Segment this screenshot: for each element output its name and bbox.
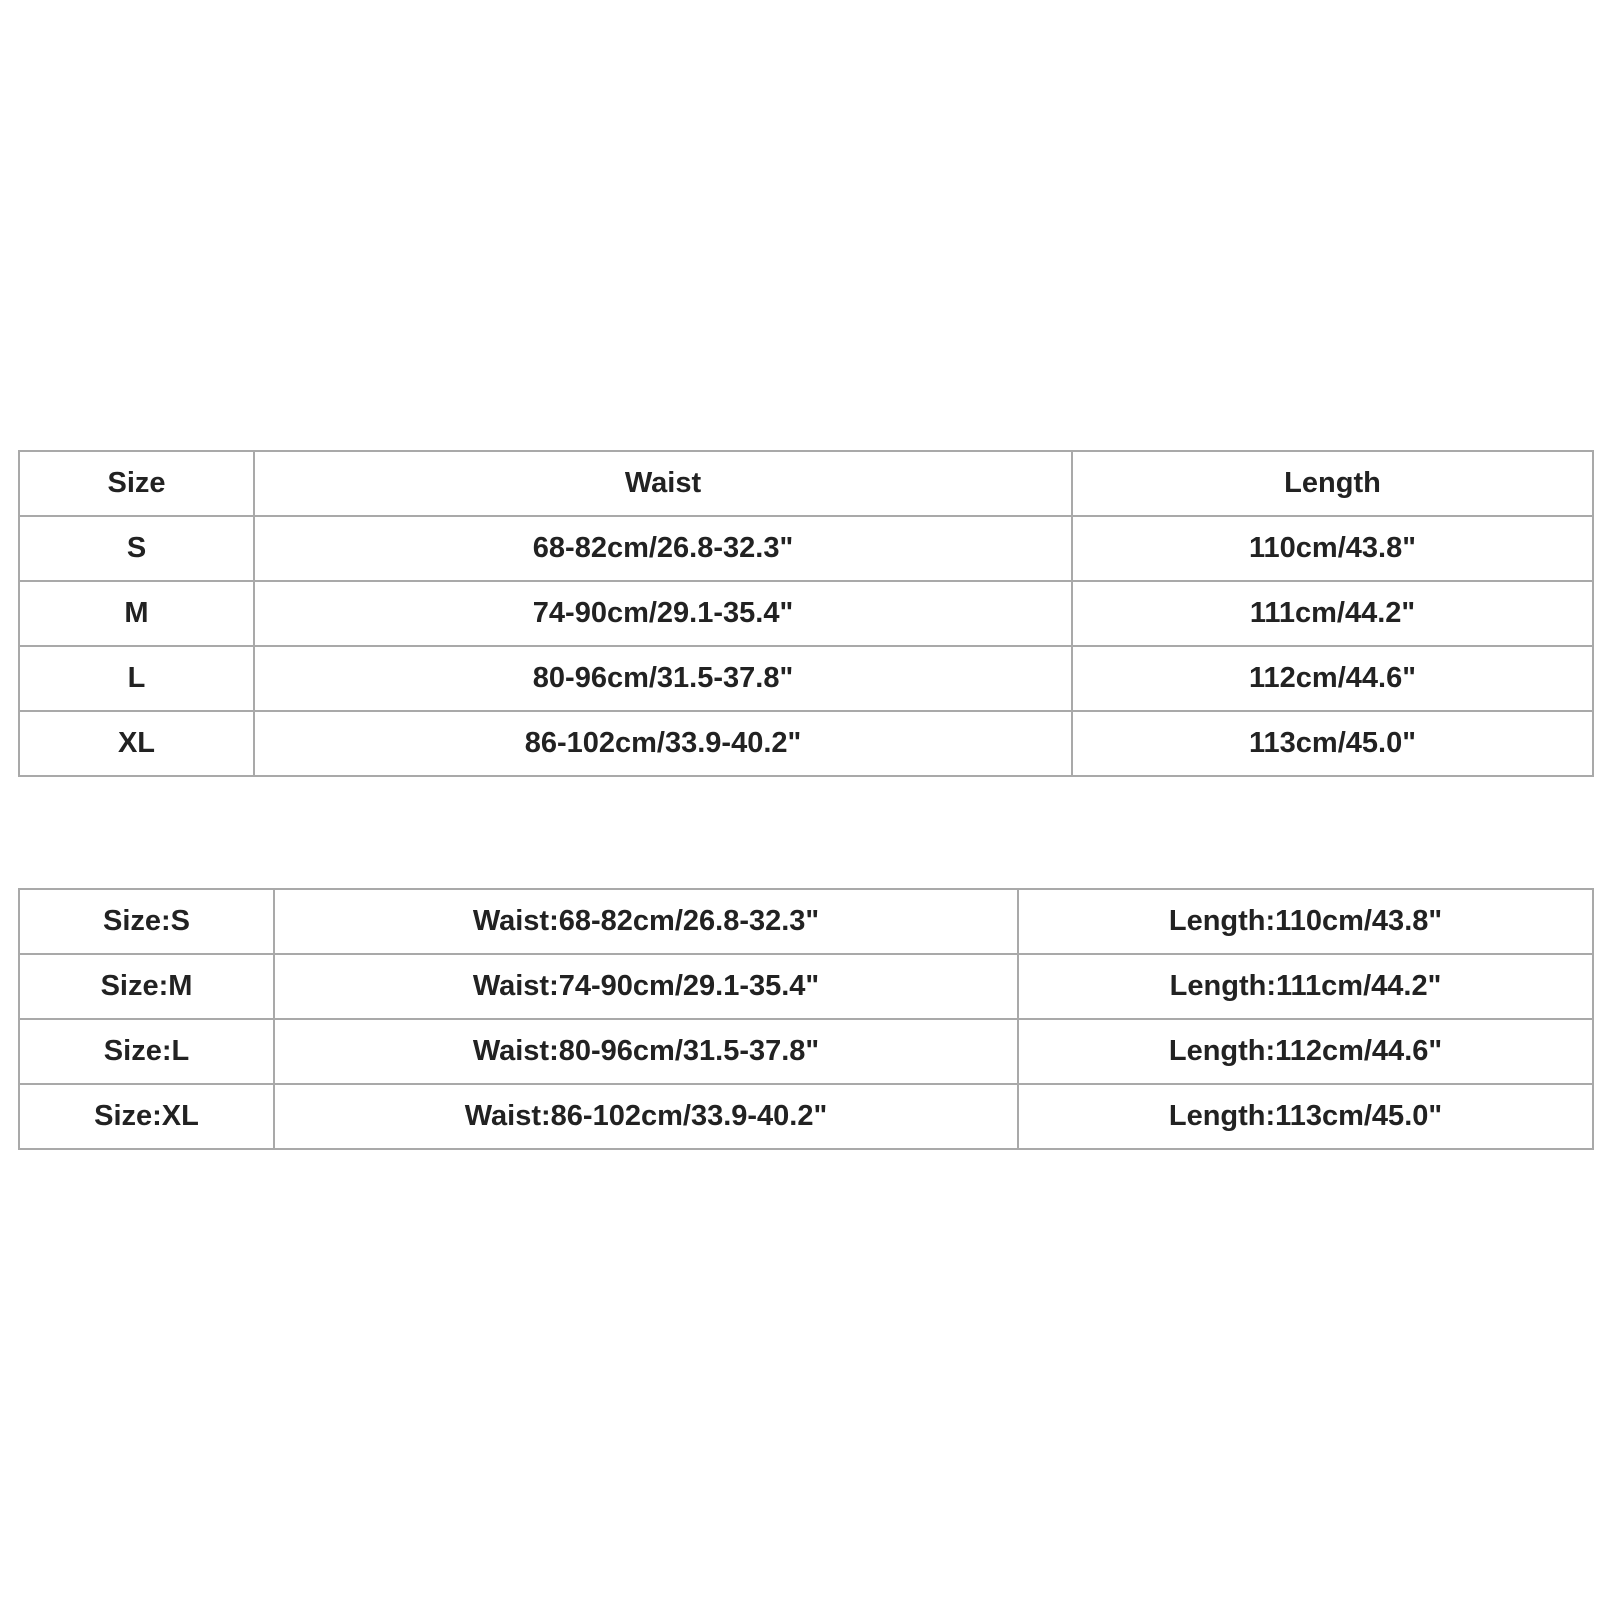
column-header-waist: Waist xyxy=(254,451,1072,516)
column-header-length: Length xyxy=(1072,451,1593,516)
size-cell: Size:M xyxy=(19,954,274,1019)
table-row xyxy=(19,711,1593,776)
table-row xyxy=(19,581,1593,646)
length-cell: Length:110cm/43.8" xyxy=(1018,889,1593,954)
table-row xyxy=(19,954,1593,1019)
size-chart-table xyxy=(18,450,1594,777)
waist-cell: 74-90cm/29.1-35.4" xyxy=(254,581,1072,646)
table-row xyxy=(19,1019,1593,1084)
size-cell: S xyxy=(19,516,254,581)
waist-cell: Waist:80-96cm/31.5-37.8" xyxy=(274,1019,1018,1084)
length-cell: 110cm/43.8" xyxy=(1072,516,1593,581)
size-cell: M xyxy=(19,581,254,646)
waist-cell: Waist:68-82cm/26.8-32.3" xyxy=(274,889,1018,954)
length-cell: Length:112cm/44.6" xyxy=(1018,1019,1593,1084)
waist-cell: 68-82cm/26.8-32.3" xyxy=(254,516,1072,581)
column-header-size: Size xyxy=(19,451,254,516)
table-row xyxy=(19,1084,1593,1149)
table-row xyxy=(19,516,1593,581)
waist-cell: Waist:74-90cm/29.1-35.4" xyxy=(274,954,1018,1019)
size-cell: L xyxy=(19,646,254,711)
size-cell: Size:L xyxy=(19,1019,274,1084)
length-cell: 113cm/45.0" xyxy=(1072,711,1593,776)
length-cell: 111cm/44.2" xyxy=(1072,581,1593,646)
waist-cell: 80-96cm/31.5-37.8" xyxy=(254,646,1072,711)
size-cell: Size:XL xyxy=(19,1084,274,1149)
table-row xyxy=(19,646,1593,711)
length-cell: 112cm/44.6" xyxy=(1072,646,1593,711)
table-row xyxy=(19,889,1593,954)
length-cell: Length:113cm/45.0" xyxy=(1018,1084,1593,1149)
size-cell: XL xyxy=(19,711,254,776)
length-cell: Length:111cm/44.2" xyxy=(1018,954,1593,1019)
size-chart-labeled-table xyxy=(18,888,1594,1150)
size-cell: Size:S xyxy=(19,889,274,954)
waist-cell: 86-102cm/33.9-40.2" xyxy=(254,711,1072,776)
waist-cell: Waist:86-102cm/33.9-40.2" xyxy=(274,1084,1018,1149)
table-header-row xyxy=(19,451,1593,516)
